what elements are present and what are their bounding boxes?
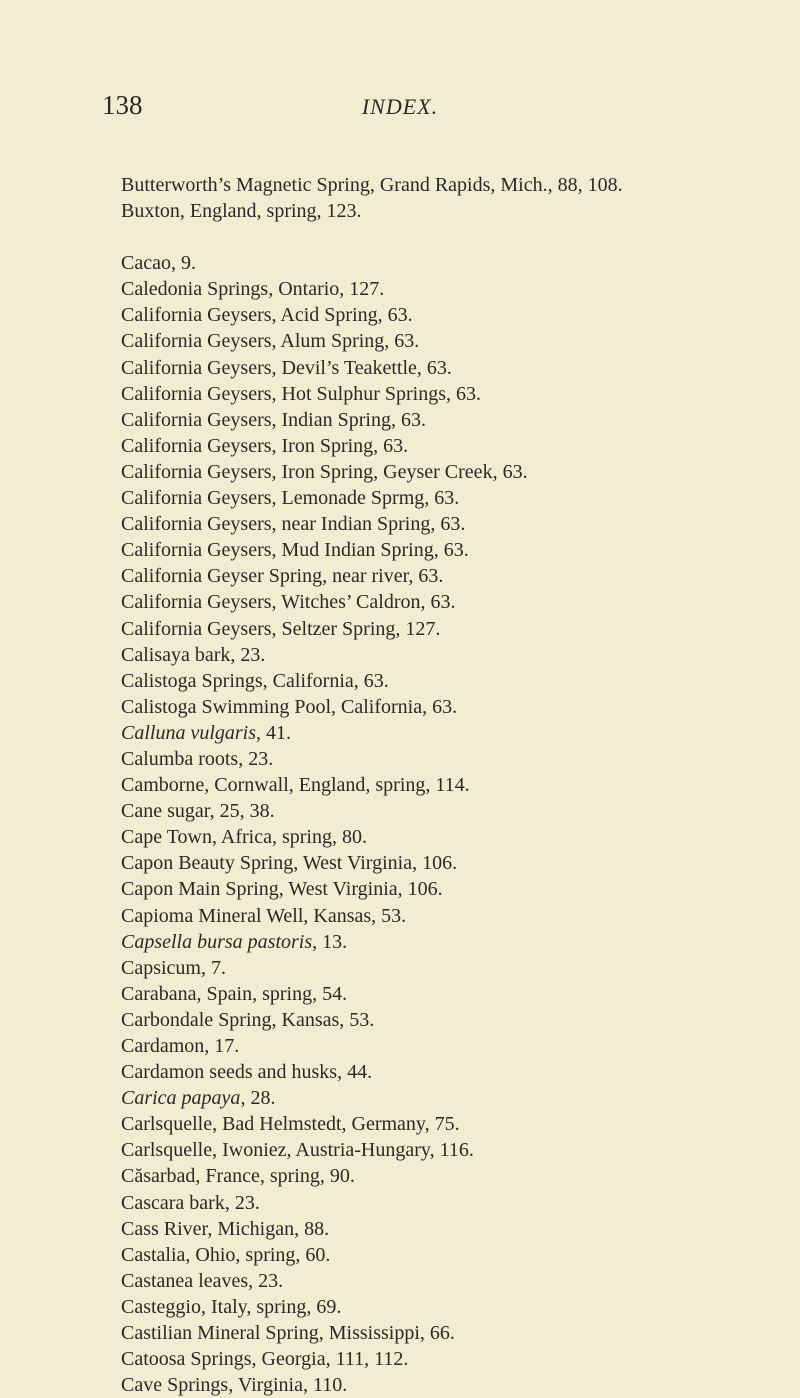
index-entry-page-ref: , 41. <box>256 721 292 744</box>
group-separator <box>121 224 800 250</box>
page-number: 138 <box>102 90 143 120</box>
index-entry: California Geysers, Iron Spring, Geyser Creek, 63. <box>121 460 528 483</box>
index-entry: Carlsquelle, Iwoniez, Austria-Hungary, 116. <box>121 1139 474 1162</box>
index-entry: Căsarbad, France, spring, 90. <box>121 1165 355 1188</box>
index-entry: Butterworth’s Magnetic Spring, Grand Rapids, Mich., 88, 108. <box>121 174 623 196</box>
index-entry: Cacao, 9. <box>121 252 196 275</box>
index-entry: Calistoga Springs, California, 63. <box>121 669 389 692</box>
index-entry: Catoosa Springs, Georgia, 111, 112. <box>121 1348 409 1371</box>
index-entry: Capon Beauty Spring, West Virginia, 106. <box>121 852 458 875</box>
index-entry-page-ref: , 28. <box>240 1087 276 1110</box>
index-group-c <box>121 250 800 1398</box>
index-entry: Castilian Mineral Spring, Mississippi, 66. <box>121 1322 455 1345</box>
index-entry: Castalia, Ohio, spring, 60. <box>121 1243 331 1266</box>
index-entry: Calisaya bark, 23. <box>121 643 266 666</box>
index-entry: Casteggio, Italy, spring, 69. <box>121 1295 342 1318</box>
index-group-b <box>121 172 800 224</box>
index-entry <box>121 929 800 955</box>
index-entry: California Geysers, Iron Spring, 63. <box>121 434 409 457</box>
index-entry: Calumba roots, 23. <box>121 747 274 770</box>
index-entry: Calistoga Swimming Pool, California, 63. <box>121 695 458 718</box>
index-entry-species-name: Capsella bursa pastoris <box>121 930 313 953</box>
index-entry: Caledonia Springs, Ontario, 127. <box>121 278 385 301</box>
index-entry: Capioma Mineral Well, Kansas, 53. <box>121 904 407 927</box>
index-entry: Castanea leaves, 23. <box>121 1269 284 1292</box>
index-entry: California Geysers, Mud Indian Spring, 63. <box>121 539 469 562</box>
index-entry-species-name: Calluna vulgaris <box>121 721 257 744</box>
index-entry: California Geysers, Alum Spring, 63. <box>121 330 420 353</box>
index-entry: Cane sugar, 25, 38. <box>121 800 275 823</box>
index-entries <box>121 172 800 1398</box>
index-entry: California Geysers, Lemonade Sprmg, 63. <box>121 487 460 510</box>
index-entry: California Geysers, Witches’ Caldron, 63. <box>121 591 456 614</box>
index-entry: Carlsquelle, Bad Helmstedt, Germany, 75. <box>121 1113 460 1136</box>
index-entry: Cape Town, Africa, spring, 80. <box>121 826 367 849</box>
index-entry: Cardamon seeds and husks, 44. <box>121 1061 373 1084</box>
index-entry: Buxton, England, spring, 123. <box>121 200 362 223</box>
index-entry: Cardamon, 17. <box>121 1035 240 1057</box>
index-entry <box>121 1085 800 1111</box>
index-entry-page-ref: , 13. <box>312 930 348 953</box>
index-entry: Cave Springs, Virginia, 110. <box>121 1374 348 1397</box>
index-entry: Camborne, Cornwall, England, spring, 114. <box>121 774 470 797</box>
index-entry-species-name: Carica papaya <box>121 1087 241 1110</box>
index-entry: California Geysers, Hot Sulphur Springs, 63. <box>121 382 481 405</box>
index-entry: Capon Main Spring, West Virginia, 106. <box>121 878 443 901</box>
index-entry: Carabana, Spain, spring, 54. <box>121 982 348 1005</box>
index-entry: Cascara bark, 23. <box>121 1191 260 1214</box>
index-entry: California Geysers, Acid Spring, 63. <box>121 304 413 327</box>
index-entry <box>121 720 800 746</box>
index-entry: California Geysers, Seltzer Spring, 127. <box>121 617 441 640</box>
index-entry: California Geysers, Indian Spring, 63. <box>121 408 426 431</box>
index-entry: California Geysers, near Indian Spring, 63. <box>121 513 466 536</box>
index-entry: California Geyser Spring, near river, 63. <box>121 565 444 588</box>
index-entry: Cass River, Michigan, 88. <box>121 1217 330 1240</box>
index-entry: California Geysers, Devil’s Teakettle, 63. <box>121 356 452 379</box>
index-entry: Capsicum, 7. <box>121 956 226 979</box>
running-head: INDEX. <box>361 94 439 119</box>
index-entry: Carbondale Spring, Kansas, 53. <box>121 1008 375 1031</box>
